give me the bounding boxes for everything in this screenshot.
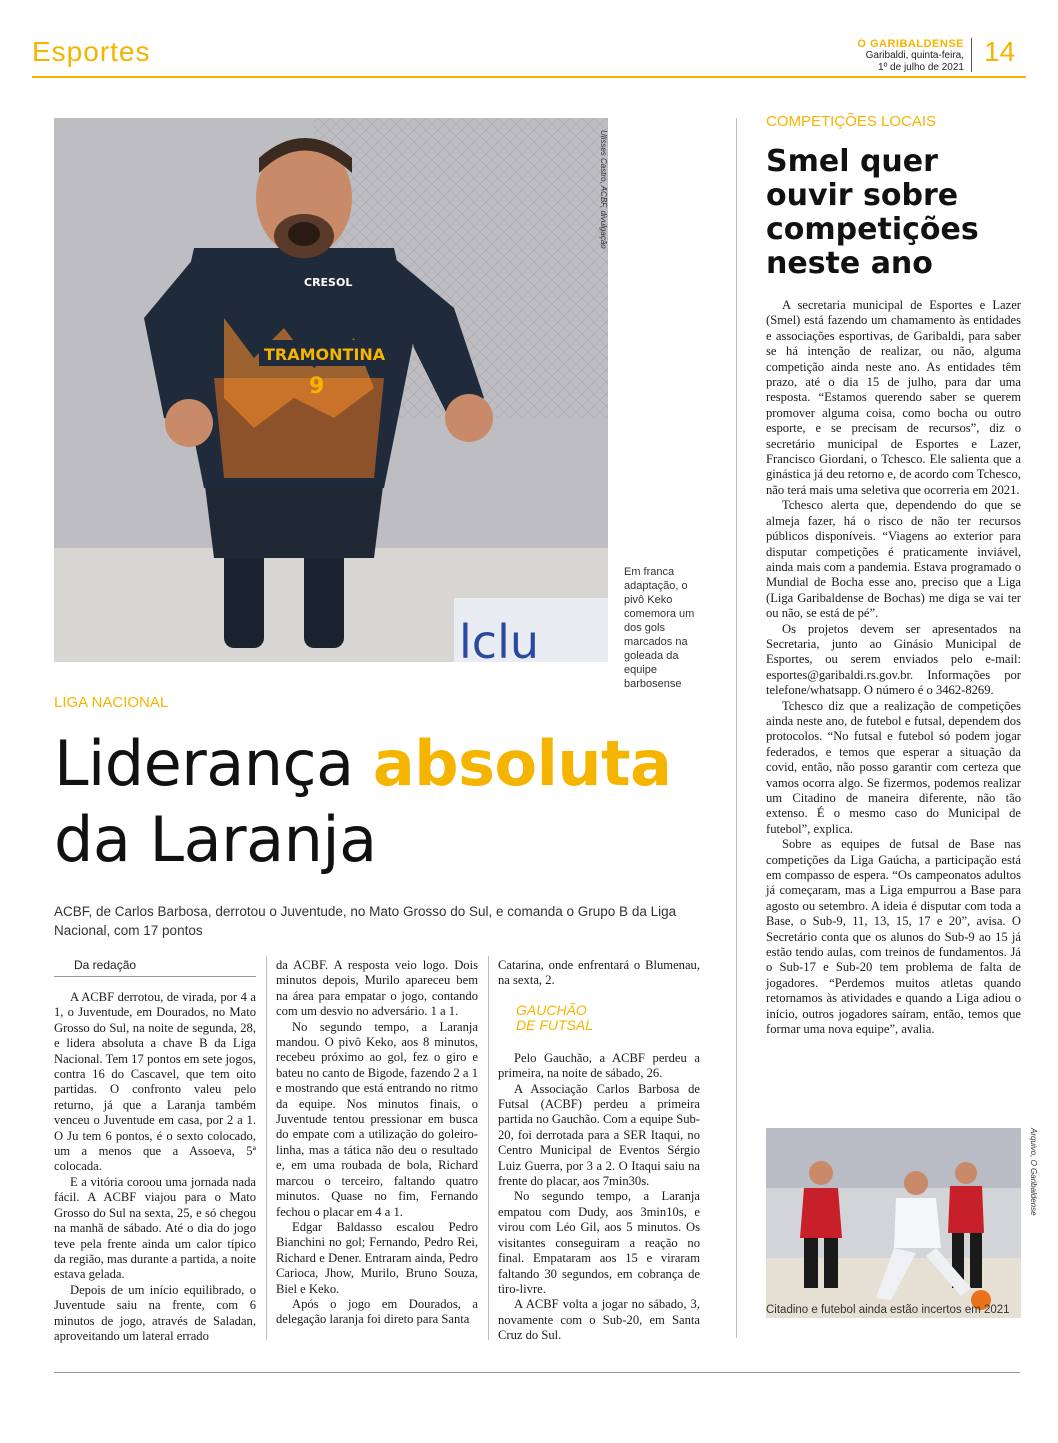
ad-board-text: lclu: [459, 615, 540, 662]
paragraph: Edgar Baldasso escalou Pedro Bianchini no gol; Fernando, Pedro Rei, Richard e Dener. Entraram ainda, Pedro Carioca, Jhow, Murilo, Bruno Souza, Biel e Keko.: [276, 1219, 478, 1296]
subhead-line-2: DE FUTSAL: [516, 1016, 594, 1033]
headline-accent: absoluta: [372, 727, 672, 800]
paragraph: Após o jogo em Dourados, a delegação laranja foi direto para Santa: [276, 1296, 478, 1327]
section-divider: [32, 76, 1026, 78]
paragraph: A ACBF derrotou, de virada, por 4 a 1, o Juventude, em Dourados, no Mato Grosso do Sul, na noite de segunda, 28, e lidera absoluta a chave B da Liga Nacional. Tem 17 pontos em sete jogos, contra 16 do Cascavel, que tem oito partidas. O confronto valeu pelo returno, já que a Laranja também venceu o Juventude em casa, por 2 a 1. O Ju tem 6 pontos, é o sexto colocado, um a menos que a Assoeva, 5ª colocada.: [54, 990, 256, 1174]
subhead-line-1: GAUCHÃO: [516, 1001, 587, 1018]
side-photo: [766, 1128, 1021, 1318]
page-number-divider: [971, 38, 972, 72]
paragraph: Depois de um início equilibrado, o Juventude saiu na frente, com 6 minutos de jogo, através de Saladan, aproveitando um lateral errado: [54, 1282, 256, 1343]
side-article-column: [766, 298, 1021, 1038]
paragraph: No segundo tempo, a Laranja mandou. O pivô Keko, aos 8 minutos, recebeu próximo ao gol, fez o giro e bateu no canto de Bigode, fazendo 2 a 1 e mostrando que está entrando no ritmo da equipe. Nos minutos finais, o Juventude tentou pressionar em busca do empate com a utilização do goleiro-linha, mas a tática não deu o resultado e, em uma roubada de bola, Richard marcou o terceiro, faltando quatro minutos. Quase no fim, Fernando fechou o placar em 4 a 1.: [276, 1019, 478, 1219]
paragraph: Pelo Gauchão, a ACBF perdeu a primeira, na noite de sábado, 26.: [498, 1050, 700, 1081]
subhead: [516, 1003, 700, 1033]
byline: Da redação: [74, 958, 137, 972]
date-line-2: 1º de julho de 2021: [878, 62, 964, 73]
main-photo-caption: Em franca adaptação, o pivô Keko comemora um dos gols marcados na goleada da equipe barbosense: [624, 566, 695, 690]
main-lead: ACBF, de Carlos Barbosa, derrotou o Juventude, no Mato Grosso do Sul, e comanda o Grupo B da Liga Nacional, com 17 pontos: [54, 904, 677, 938]
main-headline: [54, 726, 714, 878]
side-photo-caption: Citadino e futebol ainda estão incertos em 2021: [766, 1304, 1010, 1316]
headline-part-2: da Laranja: [54, 803, 377, 876]
side-headline: Smel quer ouvir sobre competições neste ano: [766, 144, 979, 281]
date-line-1: Garibaldi, quinta-feira,: [865, 50, 964, 61]
paragraph: No segundo tempo, a Laranja empatou com Dudy, aos 3min10s, e virou com Léo Gil, aos 5 minutos. Os visitantes conseguiram a reação no final. Empataram aos 15 e viraram faltando 30 segundos, em cobrança de tiro-livre.: [498, 1189, 700, 1296]
jersey-number: 9: [309, 374, 325, 399]
paragraph: E a vitória coroou uma jornada nada fácil. A ACBF viajou para o Mato Grosso do Sul na sexta, 25, e só chegou na manhã de sábado. Até o dia do jogo teve pela frente ainda um calor típico da região, mas durante a partida, a noite estava gelada.: [54, 1174, 256, 1282]
column-divider: [266, 956, 267, 1340]
paragraph: A ACBF volta a jogar no sábado, 3, novamente com o Sub-20, em Santa Cruz do Sul.: [498, 1297, 700, 1343]
paragraph: A Associação Carlos Barbosa de Futsal (ACBF) perdeu a primeira partida no Gauchão. Com a equipe Sub-20, foi derrotada para a SER Itaqui, no Centro Municipal de Eventos Sérgio Luiz Guerra, por 3 a 2. O Itaqui saiu na frente do placar, aos 7min30s.: [498, 1081, 700, 1189]
sidebar-divider: [736, 118, 737, 1338]
masthead: [857, 38, 964, 74]
paragraph: Os projetos devem ser apresentados na Secretaria, junto ao Ginásio Municipal de Esportes, ou serem enviados pelo e-mail: esportes@garibaldi.rs.gov.br. Informações por telefone/whatsapp. O número é o 3462-8269.: [766, 621, 1021, 698]
paragraph: Tchesco alerta que, dependendo do que se almeja fazer, há o risco de não ter recursos públicos disponíveis. “Viagens ao exterior para disputar competições é praticamente inviável, ainda mais com a pandemia. Estava programado o Mundial de Bocha esse ano, preciso que a Liga (Liga Garibaldense de Bochas) me diga se vai ter ou não, se está de pé”.: [766, 498, 1021, 621]
main-kicker: LIGA NACIONAL: [54, 694, 169, 711]
chest-sponsor-text: CRESOL: [304, 276, 353, 289]
section-title: Esportes: [32, 36, 151, 67]
main-photo: [54, 118, 608, 662]
paragraph-continued: Catarina, onde enfrentará o Blumenau, na sexta, 2.: [498, 958, 700, 988]
paragraph: A secretaria municipal de Esportes e Lazer (Smel) está fazendo um chamamento às entidades e associações esportivas, de Garibaldi, para saber se há intenção de realizar, ou não, alguma competição ainda neste ano. As entidades têm prazo, até o dia 15 de julho, para dar uma resposta. “Estamos querendo saber se querem promover alguma coisa, como bocha ou outro esporte, e se precisam de recursos”, diz o secretário municipal de Esportes e Lazer, Francisco Giordani, o Tchesco. Ele salienta que a ginástica já deu retorno e, de acordo com Tchesco, não terá mais uma seletiva que ocorreria em 2021.: [766, 298, 1021, 497]
futsal-match-illustration: [766, 1128, 1021, 1318]
paragraph: Tchesco diz que a realização de competições ainda neste ano, de futebol e futsal, dependem dos protocolos. “No futsal e futebol só podem jogar federados, e temos que esperar a situação da covid, então, não posso garantir com certeza que vamos ocorra algo. Se fizermos, podemos realizar um Citadino de maneira diferente, não tão extenso. É o mesmo caso do Municipal de futebol”, explica.: [766, 698, 1021, 836]
paragraph: Sobre as equipes de futsal de Base nas competições da Liga Gaúcha, a participação está em compasso de espera. “Os campeonatos adultos já começaram, mas a Liga empurrou a Base para agosto ou setembro. A ideia é disputar com toda a Base, o Sub-9, 11, 13, 15, 17 e 20”, avisa. O Secretário conta que os alunos do Sub-9 ao 15 já estão tendo aulas, com treinos de fundamentos. Já o Sub-17 e Sub-20 tem problema de falta de jogadores. “Perdemos muitos atletas quando retornamos às atividades e quando a Liga adiou o início, outros jogadores saíram, então, temos que formar uma nova equipe”, avalia.: [766, 837, 1021, 1037]
column-divider: [488, 956, 489, 1340]
main-photo-credit: Ulisses Castro, ACBF, divulgação: [599, 130, 608, 249]
side-kicker: COMPETIÇÕES LOCAIS: [766, 113, 937, 130]
footer-divider: [54, 1372, 1020, 1373]
paragraph-continued: da ACBF. A resposta veio logo. Dois minutos depois, Murilo apareceu bem na área para empatar o jogo, contando com um desvio no adversário. 1 a 1.: [276, 958, 478, 1019]
article-column-2: [276, 958, 478, 1328]
headline-part-1: Liderança: [54, 727, 354, 800]
article-column-1: [54, 990, 256, 1344]
page-number: 14: [984, 36, 1016, 67]
side-photo-credit: Arquivo, O Garibaldense: [1029, 1128, 1038, 1216]
jersey-sponsor-text: TRAMONTINA: [264, 345, 386, 364]
article-column-3: [498, 958, 700, 1344]
byline-divider: [54, 976, 256, 977]
paper-name: O GARIBALDENSE: [857, 38, 964, 50]
futsal-player-celebrating-illustration: [54, 118, 608, 662]
